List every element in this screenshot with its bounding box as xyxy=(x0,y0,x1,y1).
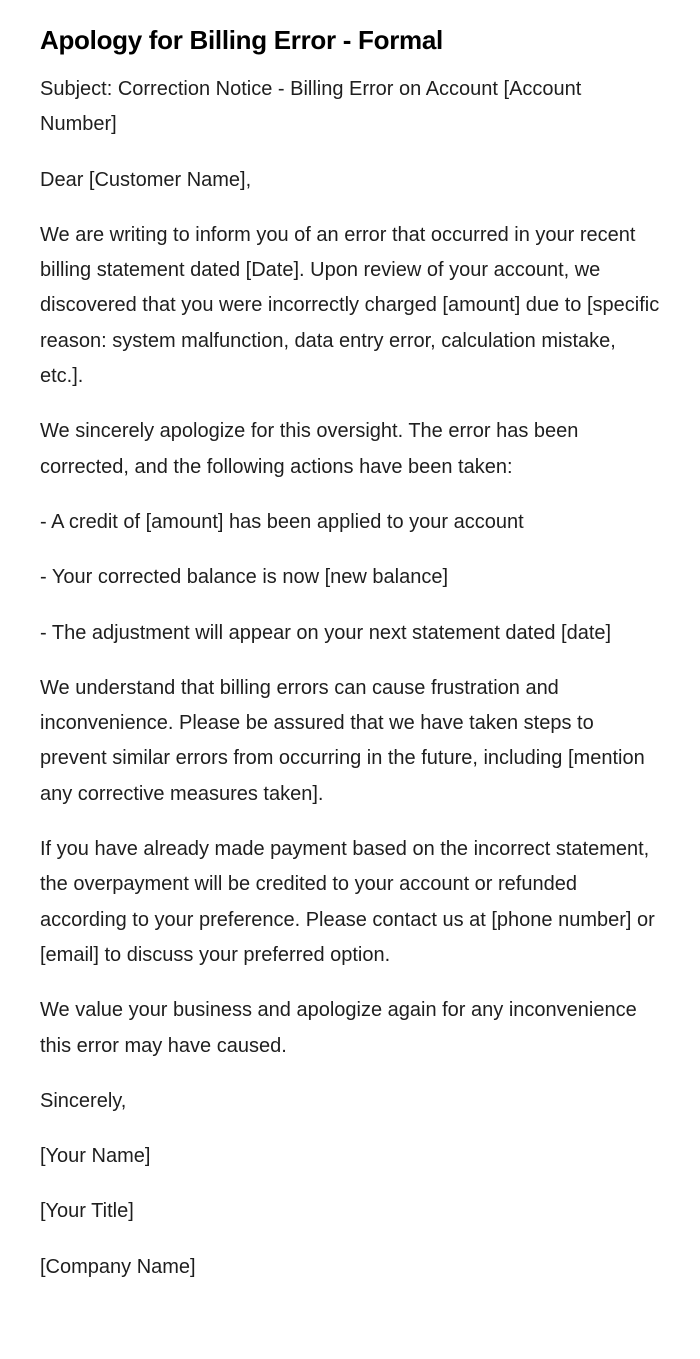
action-item-credit: - A credit of [amount] has been applied to your account xyxy=(40,510,524,533)
signature-company: [Company Name] xyxy=(40,1255,196,1278)
document-title: Apology for Billing Error - Formal xyxy=(40,25,443,55)
body-paragraph-intro: We are writing to inform you of an error that occurred in your recent billing statement dated [Date]. Upon review of your account, we discovered that you were incorrectly charged [amount] due to [specific reason: system malfunction, data entry error, calculation mistake, etc.]. xyxy=(40,223,660,388)
subject-line: Subject: Correction Notice - Billing Error on Account [Account Number] xyxy=(40,78,582,136)
body-paragraph-closing: We value your business and apologize again for any inconvenience this error may have caused. xyxy=(40,999,637,1057)
closing-line: Sincerely, xyxy=(40,1089,127,1112)
signature-name: [Your Name] xyxy=(40,1145,151,1168)
signature-title: [Your Title] xyxy=(40,1200,134,1223)
body-paragraph-prevention: We understand that billing errors can cause frustration and inconvenience. Please be assured that we have taken steps to prevent similar errors from occurring in the future, including [mention any corrective measures taken]. xyxy=(40,676,645,805)
action-item-adjustment: - The adjustment will appear on your next statement dated [date] xyxy=(40,621,612,644)
body-paragraph-apology: We sincerely apologize for this oversight. The error has been corrected, and the following actions have been taken: xyxy=(40,420,579,478)
body-paragraph-overpayment: If you have already made payment based on the incorrect statement, the overpayment will be credited to your account or refunded according to your preference. Please contact us at [phone number] or [email] to discuss your preferred option. xyxy=(40,838,655,966)
salutation: Dear [Customer Name], xyxy=(40,168,252,191)
action-item-balance: - Your corrected balance is now [new balance] xyxy=(40,566,449,589)
